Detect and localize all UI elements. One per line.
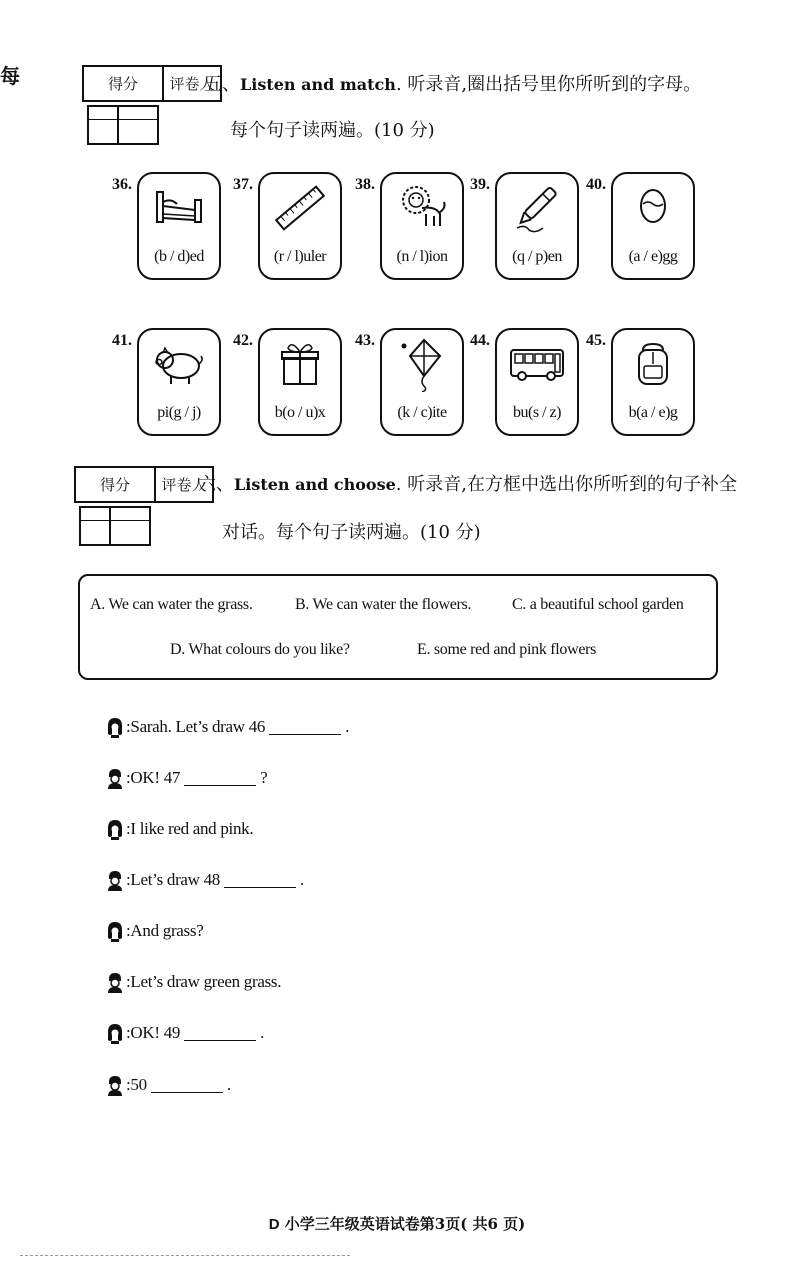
score-cell[interactable] (80, 507, 110, 545)
match-word[interactable]: b(a / e)g (628, 404, 678, 421)
lion-icon (394, 180, 450, 236)
dialogue-line-7: :OK! 49 . (106, 1022, 264, 1044)
girl-icon (106, 920, 124, 942)
girl-icon (106, 818, 124, 840)
option-b[interactable]: B. We can water the flowers. (295, 596, 472, 613)
score-label: 得分 (75, 467, 155, 502)
match-item-40: 40. (a / e)gg (586, 172, 698, 284)
option-c[interactable]: C. a beautiful school garden (512, 596, 684, 613)
match-word[interactable]: (a / e)gg (628, 248, 678, 265)
match-word[interactable]: bu(s / z) (513, 404, 561, 421)
section6-subtitle: 对话。每个句子读两遍。(10 分) (222, 522, 481, 543)
match-item-41: 41. pi(g / j) (112, 328, 224, 440)
girl-icon (106, 716, 124, 738)
answer-blank-47[interactable] (184, 771, 256, 786)
answer-blank-46[interactable] (269, 720, 341, 735)
grader-label: 评卷人 (163, 66, 221, 101)
match-word[interactable]: (k / c)ite (397, 404, 447, 421)
gift-box-icon (272, 336, 328, 392)
boy-icon (106, 869, 124, 891)
match-word[interactable]: (b / d)ed (154, 248, 204, 265)
grader-cell[interactable] (110, 507, 150, 545)
girl-icon (106, 1022, 124, 1044)
option-e[interactable]: E. some red and pink flowers (417, 641, 597, 658)
dialogue-line-8: :50 . (106, 1074, 231, 1096)
match-item-44: 44. bu(s / z) (470, 328, 582, 440)
score-table-section5 (82, 65, 222, 121)
match-item-45: 45. b(a / e)g (586, 328, 698, 440)
pen-icon (509, 180, 565, 236)
score-cell[interactable] (88, 106, 118, 144)
answer-blank-49[interactable] (184, 1026, 256, 1041)
score-table-section6 (74, 466, 214, 522)
backpack-icon (625, 336, 681, 392)
match-word[interactable]: (r / l)uler (273, 248, 327, 265)
boy-icon (106, 1074, 124, 1096)
options-box (78, 574, 718, 680)
page-footer: D 小学三年级英语试卷第3页( 共6 页) (268, 1215, 526, 1233)
section5-subtitle: 每个句子读两遍。(10 分) (230, 120, 435, 141)
section5-title: 五、Listen and match. 听录音,圈出括号里你所听到的字母。 (204, 74, 702, 95)
dialogue-line-2: :OK! 47 ? (106, 767, 267, 789)
bed-icon (151, 180, 207, 236)
match-word[interactable]: (q / p)en (512, 248, 562, 265)
bottom-divider (20, 1255, 350, 1256)
kite-icon (394, 336, 450, 392)
ruler-icon (272, 180, 328, 236)
answer-blank-50[interactable] (151, 1078, 223, 1093)
boy-icon (106, 767, 124, 789)
dialogue-line-5: :And grass? (106, 920, 203, 942)
dialogue-line-6: :Let’s draw green grass. (106, 971, 281, 993)
answer-blank-48[interactable] (224, 873, 296, 888)
match-item-43: 43. (k / c)ite (355, 328, 467, 440)
dialogue-line-1: :Sarah. Let’s draw 46 . (106, 716, 349, 738)
match-item-39: 39. (q / p)en (470, 172, 582, 284)
dialogue-line-3: :I like red and pink. (106, 818, 253, 840)
dialogue-line-4: :Let’s draw 48 . (106, 869, 304, 891)
cropped-edge-character: 每 (0, 64, 20, 88)
egg-icon (625, 180, 681, 236)
match-word[interactable]: b(o / u)x (274, 404, 326, 421)
match-word[interactable]: (n / l)ion (396, 248, 448, 265)
pig-icon (151, 336, 207, 392)
bus-icon (509, 336, 565, 392)
score-label: 得分 (83, 66, 163, 101)
match-item-42: 42. b(o / u)x (233, 328, 345, 440)
match-item-36: 36. (b / d)ed (112, 172, 224, 284)
match-word[interactable]: pi(g / j) (157, 404, 201, 421)
option-a[interactable]: A. We can water the grass. (90, 596, 253, 613)
option-d[interactable]: D. What colours do you like? (170, 641, 350, 658)
grader-cell[interactable] (118, 106, 158, 144)
boy-icon (106, 971, 124, 993)
match-item-38: 38. (n / l)ion (355, 172, 467, 284)
match-item-37: 37. (r / l)uler (233, 172, 345, 284)
grader-label: 评卷人 (155, 467, 213, 502)
section6-title: 六、Listen and choose. 听录音,在方框中选出你所听到的句子补全 (198, 474, 737, 495)
